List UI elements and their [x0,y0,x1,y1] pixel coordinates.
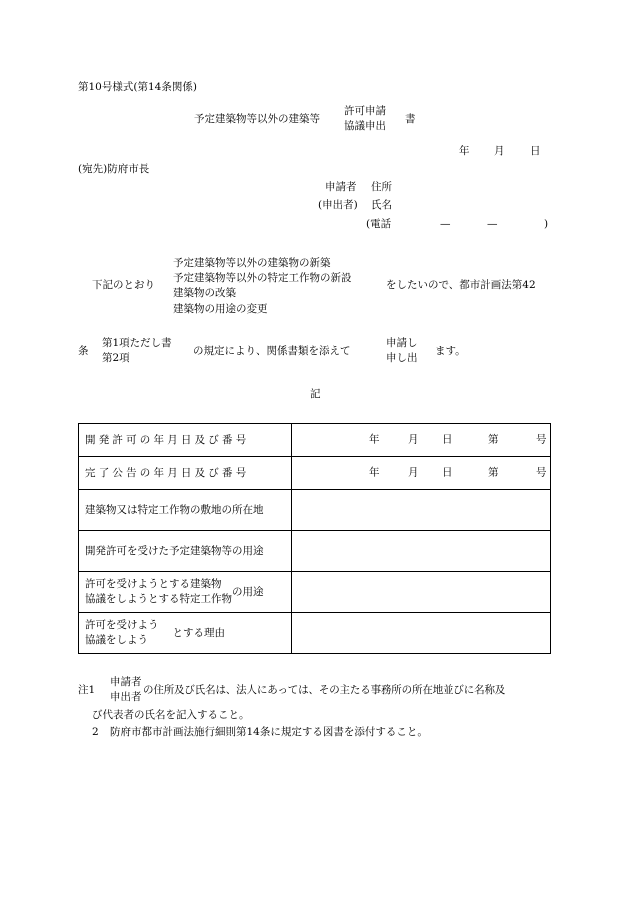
applicant-role-label: 申請者 [325,181,357,193]
site-location-field[interactable] [292,490,551,531]
date-day-label: 日 [530,145,541,157]
title-option-consult: 協議申出 [344,120,386,133]
month-label: 月 [408,466,419,479]
verb-options [386,336,418,366]
date-year-label: 年 [459,145,470,157]
article-label: 条 [78,345,89,357]
day-label: 日 [442,466,453,479]
table-row [79,424,551,457]
statement-continuation: をしたいので、都市計画法第42 [386,279,536,291]
note1-option: 申請者 [110,676,142,688]
form-number: 第10号様式(第14条関係) [78,81,197,93]
completion-notice-date-field[interactable] [292,457,551,490]
year-label: 年 [369,466,380,479]
note2-text: 防府市都市計画法施行細則第14条に規定する図書を添付すること。 [110,726,428,738]
title-option-permit: 許可申請 [344,105,386,117]
note2-number: 2 [92,726,99,738]
document-title-suffix: 書 [405,113,416,125]
planned-building-use-field[interactable] [292,531,551,572]
document-title-prefix: 予定建築物等以外の建築等 [194,113,320,125]
address-label: 住所 [371,181,392,193]
application-table [78,423,551,654]
table-row [79,613,551,654]
note1-option: 申出者 [110,691,142,704]
clause-option: 第1項ただし書 [102,337,172,349]
purpose-option: 建築物の用途の変更 [173,302,268,315]
row-label: 完了公告の年月日及び番号 [79,457,292,490]
label-option: 許可を受けようとする建築物 [85,577,222,590]
row-label: 建築物又は特定工作物の敷地の所在地 [79,490,292,531]
phone-close: ) [544,218,549,230]
phone-dash-1: — [440,218,451,230]
label-option: 許可を受けよう [85,618,159,631]
number-prefix-label: 第 [488,466,499,479]
verb-option: 申し出 [386,352,418,365]
verb-option: 申請し [386,337,418,349]
label-option: 協議をしよう [85,634,148,646]
label-suffix: とする理由 [172,626,225,639]
number-suffix-label: 号 [536,433,547,446]
phone-label: (電話 [366,218,392,230]
statement-middle: の規定により、関係書類を添えて [193,345,351,357]
label-option: 協議をしようとする特定工作物 [85,593,232,605]
row-label: 開発許可を受けた予定建築物等の用途 [79,531,292,572]
table-row [79,531,551,572]
month-label: 月 [408,433,419,446]
number-suffix-label: 号 [536,466,547,479]
year-label: 年 [369,433,380,446]
clause-options [102,336,172,366]
note1-text: の住所及び氏名は、法人にあっては、その主たる事務所の所在地並びに名称及 [143,684,506,696]
label-suffix: の用途 [232,585,264,598]
date-month-label: 月 [494,145,505,157]
note1-prefix: 注1 [78,684,96,696]
number-prefix-label: 第 [488,433,499,446]
row-label [79,572,292,613]
applicant-role-label-alt: (申出者) [318,199,358,211]
row-label: 開発許可の年月日及び番号 [79,424,292,457]
purpose-option: 予定建築物等以外の特定工作物の新設 [173,272,352,285]
addressee: (宛先)防府市長 [78,163,150,175]
table-row [79,490,551,531]
clause-option: 第2項 [102,352,130,365]
note1-options [110,675,142,705]
note1-continuation: び代表者の氏名を記入すること。 [92,709,250,721]
phone-dash-2: — [487,218,498,230]
purpose-options [173,256,352,317]
reason-field[interactable] [292,613,551,654]
intended-use-field[interactable] [292,572,551,613]
ki-heading: 記 [310,388,321,400]
purpose-option: 予定建築物等以外の建築物の新築 [173,257,331,269]
statement-ending: ます。 [435,345,466,357]
name-label: 氏名 [371,199,392,211]
table-row [79,572,551,613]
dev-permit-date-field[interactable] [292,424,551,457]
day-label: 日 [442,433,453,446]
row-label [79,613,292,654]
purpose-option: 建築物の改築 [173,287,236,300]
document-title-options [344,104,386,134]
table-row [79,457,551,490]
statement-intro: 下記のとおり [92,279,155,291]
